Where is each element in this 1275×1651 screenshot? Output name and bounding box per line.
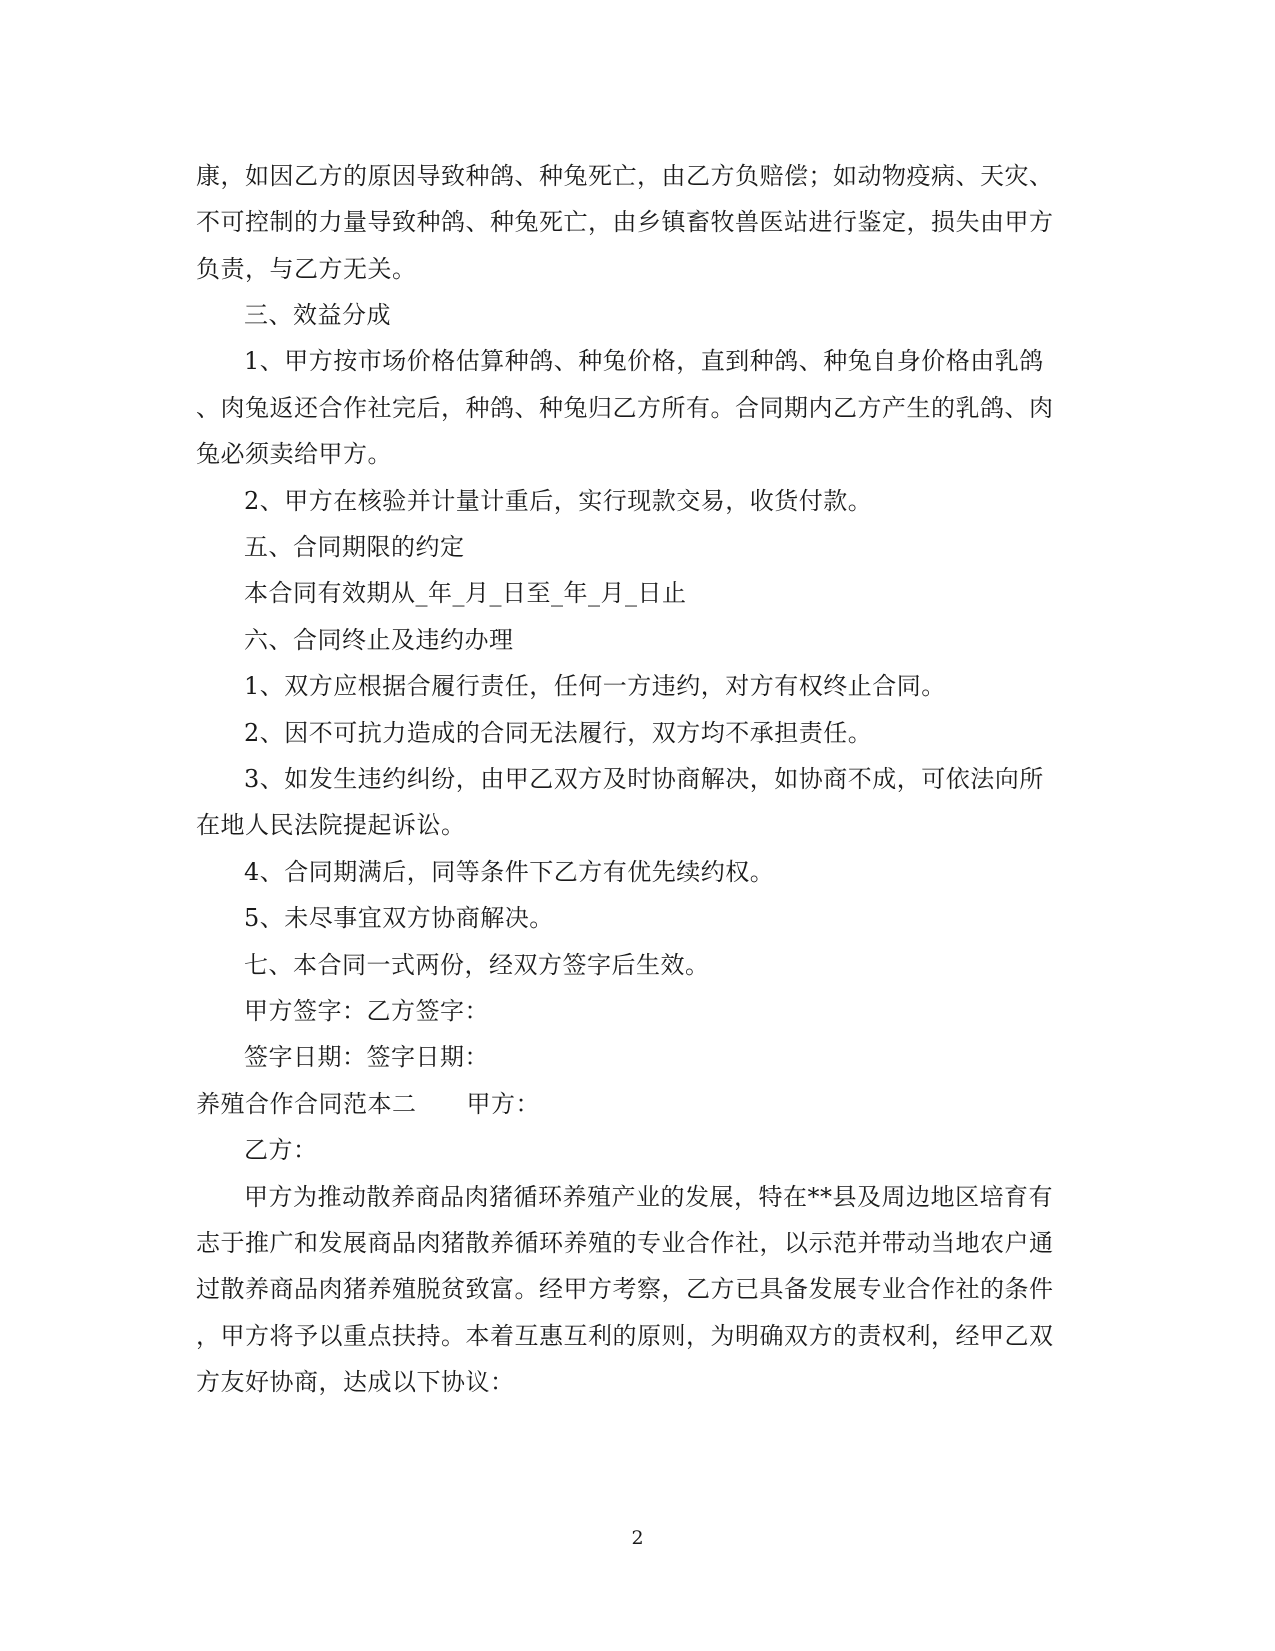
section-title: 养殖合作合同范本二 <box>196 1090 417 1118</box>
paragraph-line: 2、甲方在核验并计量计重后，实行现款交易，收货付款。 <box>244 487 873 515</box>
paragraph-line: 4、合同期满后，同等条件下乙方有优先续约权。 <box>244 858 775 886</box>
section-title-line <box>196 1089 1076 1119</box>
paragraph-line: 2、因不可抗力造成的合同无法履行，双方均不承担责任。 <box>244 719 873 747</box>
paragraph-line: 负责，与乙方无关。 <box>196 255 417 283</box>
paragraph-line: 在地人民法院提起诉讼。 <box>196 811 466 839</box>
paragraph-line: 1、甲方按市场价格估算种鸽、种兔价格，直到种鸽、种兔自身价格由乳鸽 <box>244 347 1044 375</box>
paragraph-line: 过散养商品肉猪养殖脱贫致富。经甲方考察，乙方已具备发展专业合作社的条件 <box>196 1275 1054 1303</box>
paragraph-line: 不可控制的力量导致种鸽、种兔死亡，由乡镇畜牧兽医站进行鉴定，损失由甲方 <box>196 208 1054 236</box>
signature-date-line: 签字日期：签字日期： <box>244 1043 489 1071</box>
page-number: 2 <box>631 1527 644 1549</box>
paragraph-line: 方友好协商，达成以下协议： <box>196 1368 515 1396</box>
paragraph-line: 、肉兔返还合作社完后，种鸽、种兔归乙方所有。合同期内乙方产生的乳鸽、肉 <box>196 394 1054 422</box>
paragraph-line: 志于推广和发展商品肉猪散养循环养殖的专业合作社，以示范并带动当地农户通 <box>196 1229 1054 1257</box>
party-b-label: 乙方： <box>244 1136 318 1164</box>
paragraph-line: 1、双方应根据合履行责任，任何一方违约，对方有权终止合同。 <box>244 672 946 700</box>
paragraph-line: 5、未尽事宜双方协商解决。 <box>244 904 554 932</box>
signature-line: 甲方签字：乙方签字： <box>244 997 489 1025</box>
paragraph-line: 甲方为推动散养商品肉猪循环养殖产业的发展，特在**县及周边地区培育有 <box>244 1183 1053 1211</box>
paragraph-line: 康，如因乙方的原因导致种鸽、种兔死亡，由乙方负赔偿；如动物疫病、天灾、 <box>196 162 1054 190</box>
paragraph-line: 3、如发生违约纠纷，由甲乙双方及时协商解决，如协商不成，可依法向所 <box>244 765 1044 793</box>
paragraph-line: 兔必须卖给甲方。 <box>196 440 392 468</box>
section-heading: 三、效益分成 <box>244 301 391 329</box>
party-a-label: 甲方： <box>466 1090 540 1118</box>
paragraph-line: ，甲方将予以重点扶持。本着互惠互利的原则，为明确双方的责权利，经甲乙双 <box>196 1322 1054 1350</box>
section-heading: 六、合同终止及违约办理 <box>244 626 514 654</box>
section-heading: 七、本合同一式两份，经双方签字后生效。 <box>244 951 710 979</box>
paragraph-line: 本合同有效期从_年_月_日至_年_月_日止 <box>244 579 687 607</box>
section-heading: 五、合同期限的约定 <box>244 533 465 561</box>
